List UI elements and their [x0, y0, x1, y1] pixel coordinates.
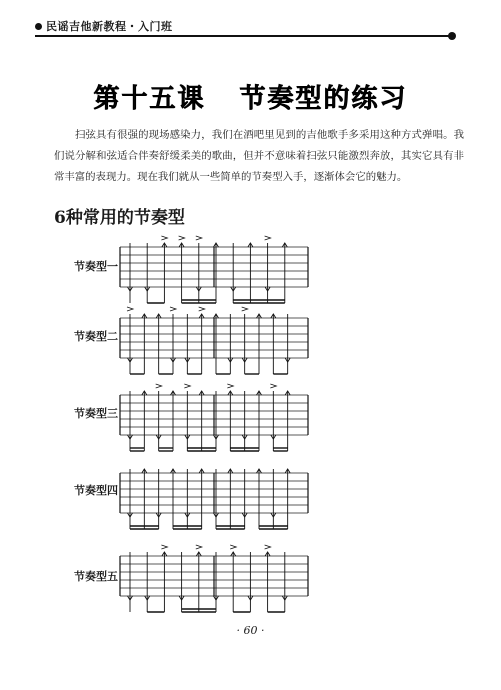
header-rule-end-icon [448, 32, 456, 40]
accent-mark-icon [156, 384, 162, 388]
page-number: · 60 · [236, 624, 265, 637]
accent-mark-icon [161, 236, 167, 240]
accent-mark-icon [265, 236, 271, 240]
lesson-title [0, 78, 501, 115]
lesson-number: 第十五课 [93, 84, 206, 114]
rhythm-pattern-3-notation [120, 385, 310, 457]
accent-mark-icon [230, 545, 236, 549]
intro-paragraph: 扫弦具有很强的现场感染力，我们在酒吧里见到的吉他歌手多采用这种方式弹唱。我们说分解和弦适合伴奏舒缓柔美的歌曲，但并不意味着扫弦只能激烈奔放，其实它具有非常丰富的表现力。现在我们就从一些简单的节奏型入手，逐渐体会它的魅力。 [54, 129, 464, 183]
rhythm-pattern-4-notation [120, 463, 310, 535]
pattern-label-4: 节奏型四 [74, 484, 118, 497]
rhythm-pattern-5-notation [120, 546, 310, 618]
accent-mark-icon [199, 307, 205, 311]
pattern-label-5: 节奏型五 [74, 570, 118, 583]
accent-mark-icon [270, 384, 276, 388]
rhythm-pattern-2-notation [120, 308, 310, 380]
accent-mark-icon [127, 307, 133, 311]
rhythm-pattern-1-notation [120, 237, 310, 309]
accent-mark-icon [196, 236, 202, 240]
header-rule [35, 35, 455, 37]
accent-mark-icon [170, 307, 176, 311]
accent-mark-icon [196, 545, 202, 549]
header-bullet-icon [35, 23, 42, 30]
running-header: 民谣吉他新教程・入门班 [46, 20, 173, 33]
lesson-name: 节奏型的练习 [239, 84, 408, 114]
accent-mark-icon [161, 545, 167, 549]
pattern-label-1: 节奏型一 [74, 260, 118, 273]
accent-mark-icon [179, 236, 185, 240]
accent-mark-icon [242, 307, 248, 311]
accent-mark-icon [227, 384, 233, 388]
section-heading: 6种常用的节奏型 [54, 208, 185, 228]
pattern-label-2: 节奏型二 [74, 330, 118, 343]
pattern-label-3: 节奏型三 [74, 407, 118, 420]
accent-mark-icon [184, 384, 190, 388]
accent-mark-icon [265, 545, 271, 549]
